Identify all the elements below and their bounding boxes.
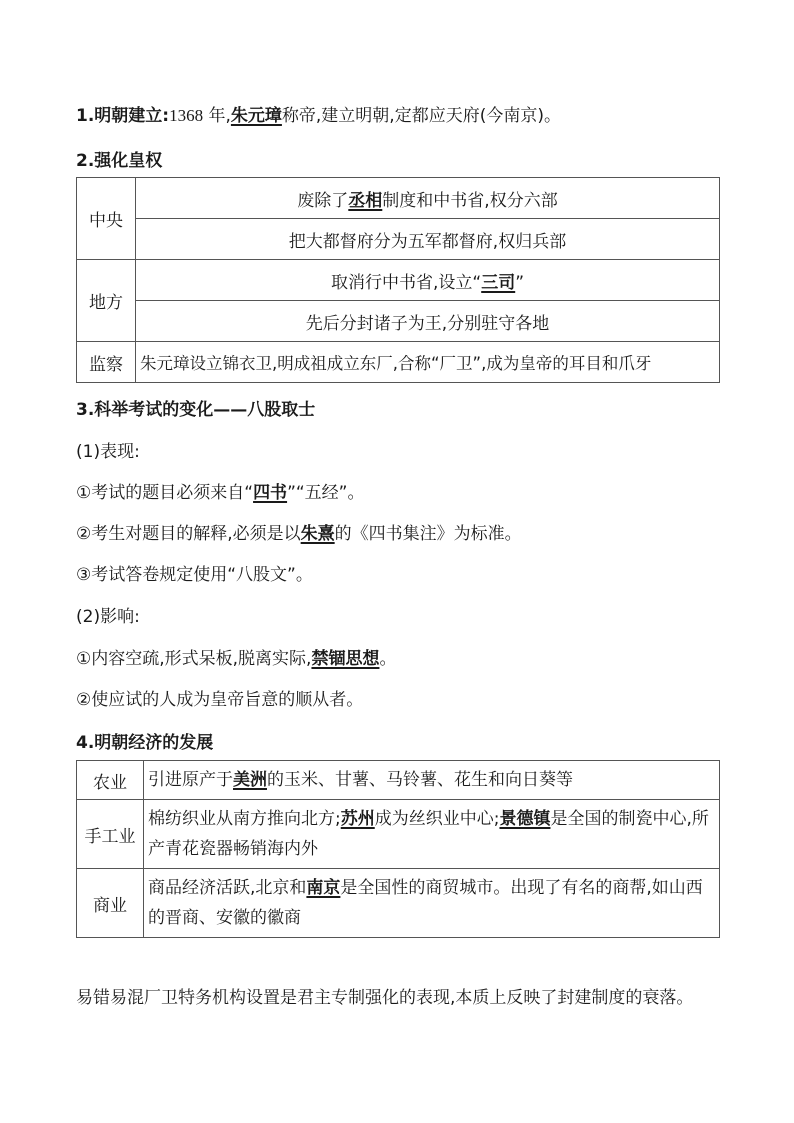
text: 年, bbox=[203, 106, 231, 126]
keyword-zhu-xi: 朱熹 bbox=[300, 524, 335, 544]
keyword-zhu-yuanzhang: 朱元璋 bbox=[230, 106, 282, 126]
text: ”“五经”。 bbox=[287, 483, 365, 503]
list-item bbox=[76, 522, 522, 546]
list-item: ②使应试的人成为皇帝旨意的顺从者。 bbox=[76, 690, 364, 710]
text: 是全国性的商贸城市。出现了有名的商帮,如山西的晋商、安徽的徽商 bbox=[148, 878, 703, 928]
text: 的玉米、甘薯、马铃薯、花生和向日葵等 bbox=[267, 770, 573, 790]
section-1-founding bbox=[76, 104, 561, 128]
text: 的《四书集注》为标准。 bbox=[334, 524, 522, 544]
keyword-sansi: 三司 bbox=[481, 272, 516, 293]
paragraph: (2)影响: bbox=[76, 607, 140, 627]
keyword-four-books: 四书 bbox=[253, 483, 288, 503]
text: ①考试的题目必须来自“ bbox=[76, 483, 254, 503]
row-head-agriculture: 农业 bbox=[77, 761, 144, 800]
text: ①内容空疏,形式呆板,脱离实际, bbox=[76, 649, 312, 669]
text: 称帝,建立明朝,定都应天府(今南京)。 bbox=[281, 106, 561, 126]
text: 废除了 bbox=[297, 190, 349, 211]
row-head-local: 地方 bbox=[77, 260, 136, 342]
text: 取消行中书省,设立“ bbox=[330, 272, 482, 293]
list-item: ③考试答卷规定使用“八股文”。 bbox=[76, 565, 313, 585]
keyword-suzhou: 苏州 bbox=[340, 809, 375, 829]
cell: 朱元璋设立锦衣卫,明成祖成立东厂,合称“厂卫”,成为皇帝的耳目和爪牙 bbox=[136, 342, 720, 383]
cell bbox=[136, 178, 720, 219]
text: 引进原产于 bbox=[148, 770, 233, 790]
text: 商品经济活跃,北京和 bbox=[148, 878, 307, 898]
cell bbox=[144, 800, 720, 869]
cell: 先后分封诸子为王,分别驻守各地 bbox=[136, 301, 720, 342]
text: 。 bbox=[379, 649, 397, 669]
section-1-label: 1.明朝建立: bbox=[76, 106, 170, 126]
cell bbox=[144, 761, 720, 800]
row-head-handicraft: 手工业 bbox=[77, 800, 144, 869]
error-prone-note: 易错易混厂卫特务机构设置是君主专制强化的表现,本质上反映了封建制度的衰落。 bbox=[76, 988, 694, 1008]
imperial-power-table bbox=[76, 177, 720, 383]
keyword-confine-thought: 禁锢思想 bbox=[311, 649, 380, 669]
section-3-title: 3.科举考试的变化——八股取士 bbox=[76, 400, 316, 420]
section-2-title: 2.强化皇权 bbox=[76, 151, 163, 171]
keyword-america: 美洲 bbox=[233, 770, 267, 790]
list-item bbox=[76, 647, 396, 671]
keyword-nanjing: 南京 bbox=[306, 878, 341, 898]
text: ②考生对题目的解释,必须是以 bbox=[76, 524, 301, 544]
text: 棉纺织业从南方推向北方; bbox=[148, 809, 341, 829]
keyword-jingdezhen: 景德镇 bbox=[499, 809, 551, 829]
row-head-central: 中央 bbox=[77, 178, 136, 260]
text: 成为丝织业中心; bbox=[374, 809, 500, 829]
text: 是全国的制瓷中心,所产青花瓷器畅销海内外 bbox=[148, 809, 709, 859]
row-head-commerce: 商业 bbox=[77, 869, 144, 938]
section-4-title: 4.明朝经济的发展 bbox=[76, 733, 214, 753]
economy-table bbox=[76, 760, 720, 938]
row-head-supervise: 监察 bbox=[77, 342, 136, 383]
year: 1368 bbox=[169, 106, 204, 125]
keyword-chancellor: 丞相 bbox=[348, 190, 383, 211]
text: ” bbox=[515, 272, 525, 293]
cell bbox=[136, 260, 720, 301]
text: 制度和中书省,权分六部 bbox=[382, 190, 558, 211]
cell bbox=[144, 869, 720, 938]
cell: 把大都督府分为五军都督府,权归兵部 bbox=[136, 219, 720, 260]
list-item bbox=[76, 481, 364, 505]
paragraph: (1)表现: bbox=[76, 442, 140, 462]
